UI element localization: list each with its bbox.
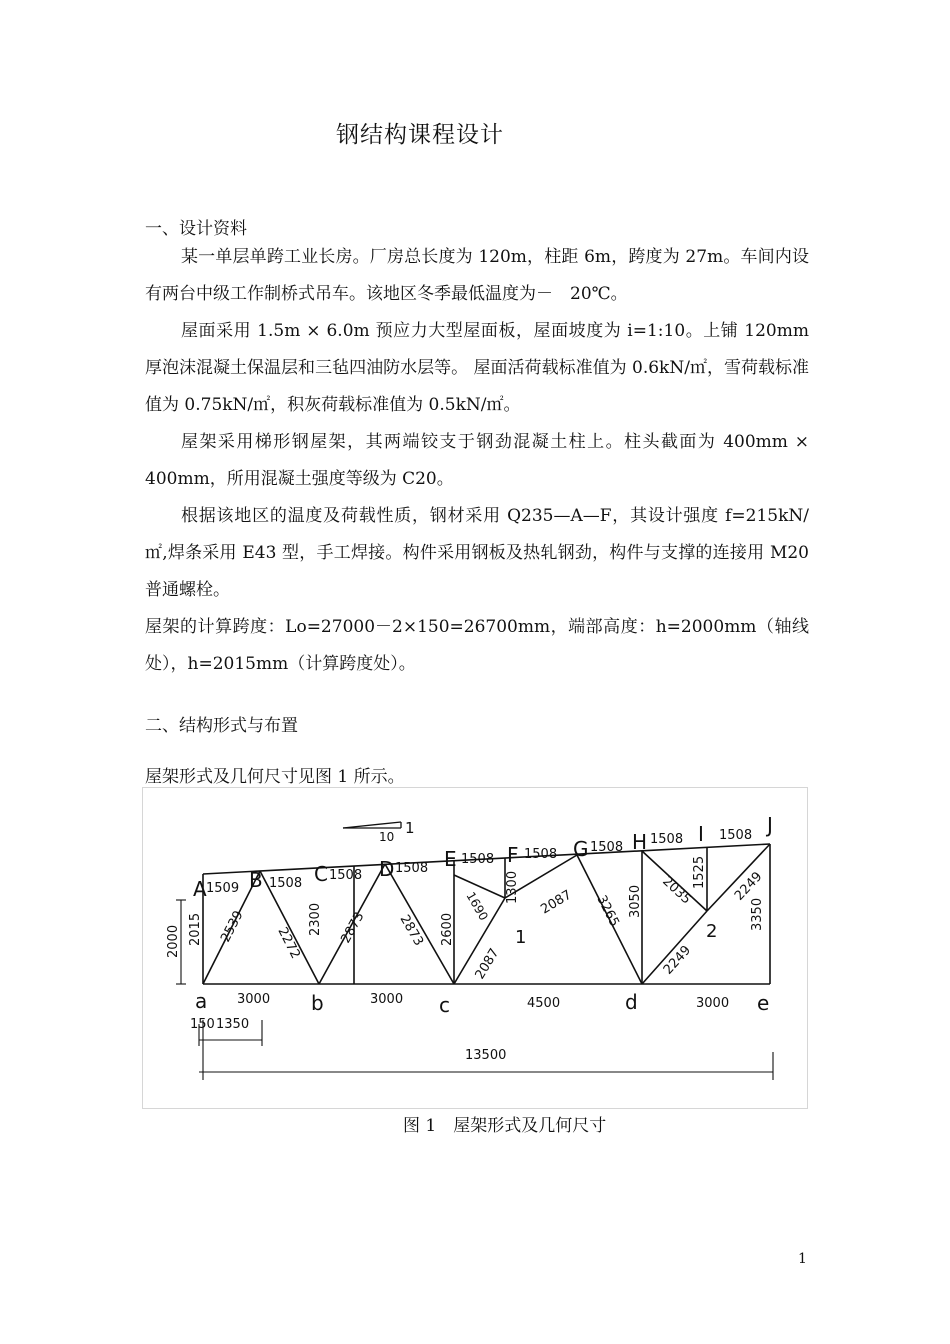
diagonal-length-5: 1690 <box>463 889 491 923</box>
top-panel-3: 1508 <box>329 868 363 883</box>
node-J: J <box>767 813 773 837</box>
node-F: F <box>507 843 519 867</box>
diagonal-length-9: 2035 <box>659 873 694 908</box>
height-dimension: 2000 <box>166 924 181 958</box>
top-panel-2: 1508 <box>269 876 303 891</box>
top-panel-9: 1508 <box>719 828 753 843</box>
bottom-panel-2: 3000 <box>370 992 404 1007</box>
top-panel-5: 1508 <box>461 852 495 867</box>
node-C: C <box>314 862 328 886</box>
node-E: E <box>444 847 457 871</box>
vertical-length-1: 2015 <box>188 912 203 946</box>
bottom-panel-1: 3000 <box>237 992 271 1007</box>
diagonal-length-3: 2873 <box>338 909 368 946</box>
node-1: 1 <box>515 927 527 948</box>
node-a: a <box>195 989 208 1013</box>
node-d: d <box>625 990 638 1014</box>
top-panel-8: 1508 <box>650 832 684 847</box>
section2-heading: 二、结构形式与布置 <box>145 716 298 736</box>
truss-figure <box>142 787 808 1109</box>
page-title: 钢结构课程设计 <box>336 122 504 148</box>
diagonal-length-10: 2249 <box>660 943 695 978</box>
top-panel-7: 1508 <box>590 840 624 855</box>
diagonal-length-8: 3265 <box>593 893 622 930</box>
node-D: D <box>379 857 395 881</box>
span-note: 屋架的计算跨度：Lo=27000－2×150=26700mm，端部高度：h=2000mm（轴线处），h=2015mm（计算跨度处）。 <box>145 617 809 674</box>
node-c: c <box>439 993 450 1017</box>
diagonal-length-2: 2272 <box>274 925 303 962</box>
figure-caption: 图 1 屋架形式及几何尺寸 <box>403 1116 607 1136</box>
bottom-panel-4: 3000 <box>696 996 730 1011</box>
slope-run-label: 10 <box>379 830 395 844</box>
slope-rise-label: 1 <box>405 819 415 837</box>
node-B: B <box>249 868 263 892</box>
top-panel-1: 1509 <box>206 881 240 896</box>
page-number: 1 <box>798 1251 807 1267</box>
truss-drawing <box>143 788 809 1110</box>
slope-indicator <box>343 822 401 828</box>
node-H: H <box>632 830 648 854</box>
diagonal-length-1: 2539 <box>218 908 247 945</box>
diagonal-length-4: 2873 <box>396 912 427 949</box>
node-I: I <box>698 822 704 846</box>
top-panel-6: 1508 <box>524 847 558 862</box>
vertical-length-5: 3050 <box>628 884 643 918</box>
node-b: b <box>311 991 324 1015</box>
first-panel-dimension: 1350 <box>216 1017 250 1032</box>
vertical-length-7: 3350 <box>750 897 765 931</box>
diagonal-length-11: 2249 <box>731 869 766 904</box>
section1-heading: 一、设计资料 <box>145 219 247 239</box>
node-e: e <box>757 991 770 1015</box>
figure-intro: 屋架形式及几何尺寸见图 1 所示。 <box>145 767 405 787</box>
paragraph-2: 屋面采用 1.5m × 6.0m 预应力大型屋面板，屋面坡度为 i=1:10。上铺 120mm 厚泡沫混凝土保温层和三毡四油防水层等。 屋面活荷载标准值为 0.6kN/㎡，雪荷载标准值为 0.75kN/㎡，积灰荷载标准值为 0.5kN/㎡。 <box>145 321 809 415</box>
paragraph-4: 根据该地区的温度及荷载性质，钢材采用 Q235—A—F，其设计强度 f=215kN/㎡,焊条采用 E43 型，手工焊接。构件采用钢板及热轧钢劲，构件与支撑的连接用 M20 普通螺栓。 <box>145 506 809 600</box>
bottom-panel-3: 4500 <box>527 996 561 1011</box>
node-G: G <box>573 837 589 861</box>
total-span-dimension: 13500 <box>465 1048 507 1063</box>
vertical-length-3: 2600 <box>440 912 455 946</box>
node-A: A <box>193 877 207 901</box>
vertical-length-2: 2300 <box>308 902 323 936</box>
paragraph-3: 屋架采用梯形钢屋架，其两端铰支于钢劲混凝土柱上。柱头截面为 400mm × 400mm，所用混凝土强度等级为 C20。 <box>145 432 809 489</box>
node-2: 2 <box>706 921 718 942</box>
vertical-length-4: 1300 <box>505 870 520 904</box>
support-offset-dimension: 150 <box>190 1017 215 1032</box>
diagonal-length-6: 2087 <box>472 945 503 983</box>
top-panel-4: 1508 <box>395 861 429 876</box>
vertical-length-6: 1525 <box>692 855 707 889</box>
diagonal-length-7: 2087 <box>538 887 575 918</box>
paragraph-1: 某一单层单跨工业长房。厂房总长度为 120m，柱距 6m，跨度为 27m。车间内设有两台中级工作制桥式吊车。该地区冬季最低温度为－ 20℃。 <box>145 247 809 304</box>
